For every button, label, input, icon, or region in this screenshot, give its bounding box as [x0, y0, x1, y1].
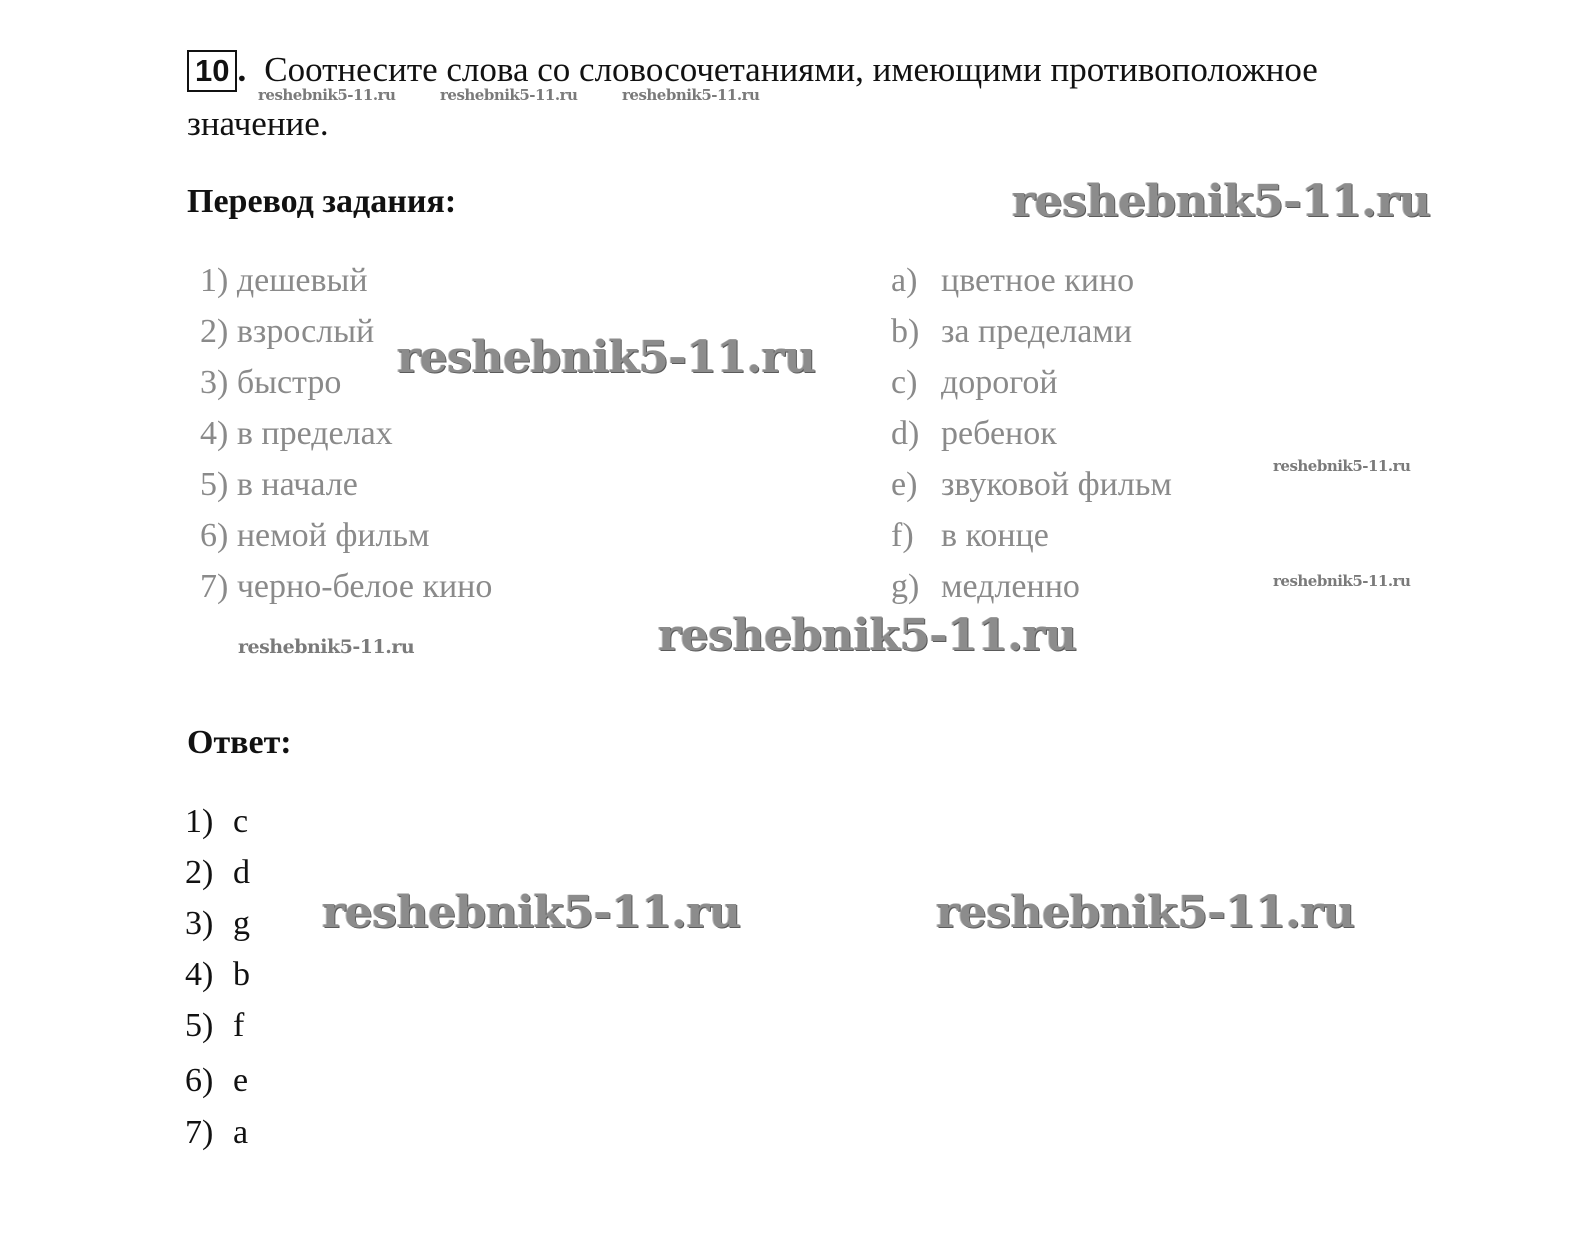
item-text: немой фильм	[236, 517, 430, 554]
item-number: 1)	[200, 262, 229, 299]
item-number: 6)	[200, 517, 229, 554]
item-text: медленно	[941, 568, 1080, 605]
item-text: дешевый	[236, 262, 368, 299]
answer-number: 4)	[185, 956, 214, 993]
item-number: 5)	[200, 466, 229, 503]
list-item	[891, 466, 1172, 517]
answer-letter: a	[233, 1114, 249, 1151]
list-item	[891, 415, 1172, 466]
item-letter: d)	[891, 415, 920, 452]
item-number: 2)	[200, 313, 229, 350]
item-number: 3)	[200, 364, 229, 401]
list-item	[891, 262, 1172, 313]
translation-heading: Перевод задания:	[187, 183, 457, 220]
item-text: в конце	[941, 517, 1049, 554]
task-text-line1: Соотнесите слова со словосочетаниями, имеющими противоположное	[264, 50, 1318, 89]
watermark: reshebnik5-11.ru	[258, 86, 396, 104]
item-letter: e)	[891, 466, 918, 503]
item-text: в пределах	[236, 415, 393, 452]
answer-number: 3)	[185, 905, 214, 942]
item-letter: b)	[891, 313, 920, 350]
watermark: reshebnik5-11.ru	[397, 332, 816, 383]
item-text: дорогой	[941, 364, 1058, 401]
answer-letter: g	[233, 905, 250, 942]
item-text: быстро	[236, 364, 342, 401]
item-text: в начале	[236, 466, 358, 503]
list-item	[891, 517, 1172, 568]
answer-letter: b	[233, 956, 250, 993]
item-text: ребенок	[941, 415, 1057, 452]
watermark: reshebnik5-11.ru	[1012, 176, 1431, 227]
left-word-list	[200, 262, 492, 619]
answer-number: 1)	[185, 803, 214, 840]
item-text: черно-белое кино	[236, 568, 493, 605]
right-word-list	[891, 262, 1172, 619]
answer-item	[185, 1062, 250, 1114]
list-item	[200, 568, 492, 619]
answer-number: 7)	[185, 1114, 214, 1151]
list-item	[891, 364, 1172, 415]
list-item	[891, 313, 1172, 364]
answer-letter: f	[233, 1007, 245, 1044]
watermark: reshebnik5-11.ru	[1273, 572, 1411, 590]
answer-item	[185, 1007, 250, 1062]
task-text-line2: значение.	[187, 104, 329, 143]
watermark: reshebnik5-11.ru	[1273, 457, 1411, 475]
answer-item	[185, 1114, 250, 1165]
watermark: reshebnik5-11.ru	[658, 610, 1077, 661]
list-item	[200, 466, 492, 517]
answer-number: 5)	[185, 1007, 214, 1044]
item-number: 4)	[200, 415, 229, 452]
answer-letter: c	[233, 803, 249, 840]
item-text: цветное кино	[941, 262, 1135, 299]
answer-number: 6)	[185, 1062, 214, 1099]
answer-item	[185, 803, 250, 854]
item-letter: a)	[891, 262, 918, 299]
answer-list	[185, 803, 250, 1165]
answer-item	[185, 905, 250, 956]
watermark: reshebnik5-11.ru	[936, 887, 1355, 938]
watermark: reshebnik5-11.ru	[440, 86, 578, 104]
task-number-box: 10	[187, 50, 237, 92]
item-letter: f)	[891, 517, 914, 554]
item-text: взрослый	[236, 313, 375, 350]
list-item	[200, 517, 492, 568]
item-text: за пределами	[941, 313, 1133, 350]
answer-item	[185, 854, 250, 905]
item-text: звуковой фильм	[941, 466, 1172, 503]
watermark: reshebnik5-11.ru	[238, 636, 415, 658]
list-item	[200, 415, 492, 466]
item-number: 7)	[200, 568, 229, 605]
answer-letter: e	[233, 1062, 249, 1099]
item-letter: c)	[891, 364, 918, 401]
task-number-dot: .	[237, 50, 247, 89]
list-item	[200, 262, 492, 313]
watermark: reshebnik5-11.ru	[322, 887, 741, 938]
answer-heading: Ответ:	[187, 724, 292, 761]
answer-item	[185, 956, 250, 1007]
watermark: reshebnik5-11.ru	[622, 86, 760, 104]
answer-letter: d	[233, 854, 250, 891]
answer-number: 2)	[185, 854, 214, 891]
item-letter: g)	[891, 568, 920, 605]
